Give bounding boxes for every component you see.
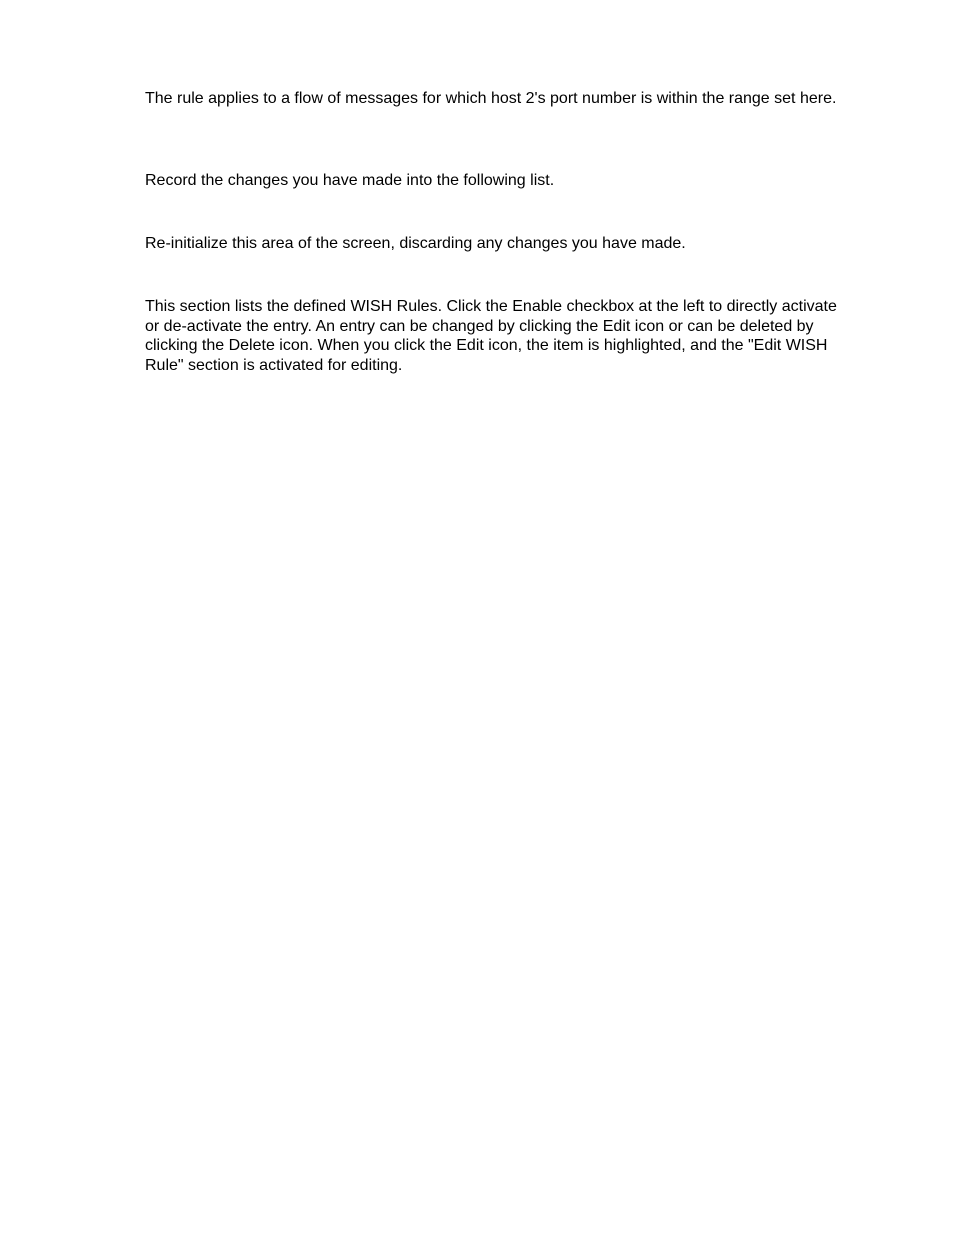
reinitialize-description: Re-initialize this area of the screen, discarding any changes you have made. [145,235,686,252]
record-changes-description: Record the changes you have made into the following list. [145,172,555,189]
wish-rules-list-description: This section lists the defined WISH Rules. Click the Enable checkbox at the left to directly activate or de-activate the entry. An entry can be changed by clicking the Edit icon or can be deleted by clicking the Delete icon. When you click the Edit icon, the item is highlighted, and the "Edit WISH Rule" section is activated for editing. [145,298,837,374]
port-range-description: The rule applies to a flow of messages for which host 2's port number is within the range set here. [145,90,837,107]
